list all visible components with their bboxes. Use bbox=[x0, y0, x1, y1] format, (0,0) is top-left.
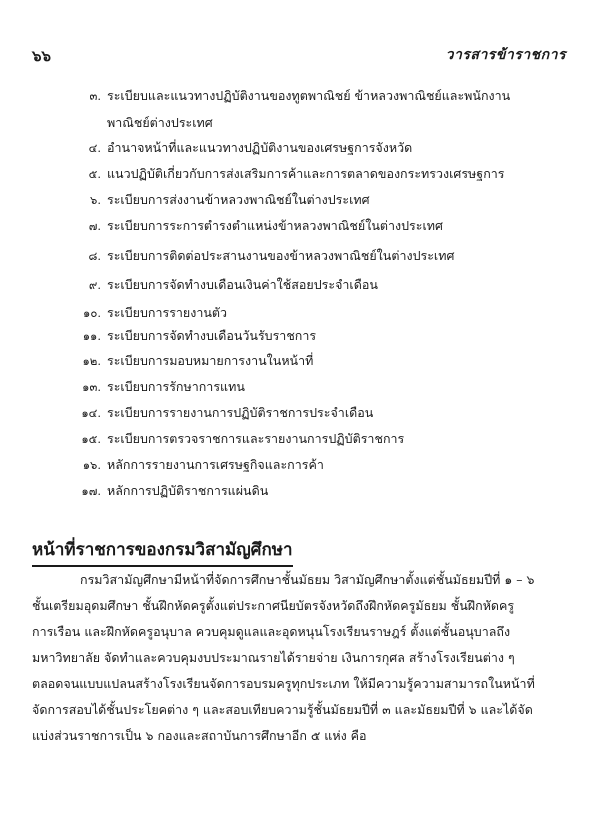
list-item-text: หลักการปฏิบัติราชการแผ่นดิน bbox=[107, 483, 269, 498]
page-number: ๖๖ bbox=[32, 47, 52, 65]
list-item-text: ระเบียบการจัดทำงบเดือนวันรับราชการ bbox=[107, 328, 317, 343]
list-item-number: ๖. bbox=[90, 193, 101, 207]
list-item-number: ๑๐. bbox=[83, 306, 101, 320]
list-item-number: ๗. bbox=[88, 219, 101, 233]
list-item-text: ระเบียบการติดต่อประสานงานของข้าหลวงพาณิชย์ในต่างประเทศ bbox=[107, 248, 455, 263]
list-item bbox=[83, 305, 228, 321]
list-item bbox=[82, 328, 317, 344]
list-item bbox=[82, 457, 324, 473]
list-item-number: ๕. bbox=[88, 167, 101, 181]
list-item-text: ระเบียบการส่งงานข้าหลวงพาณิชย์ในต่างประเทศ bbox=[107, 192, 370, 207]
list-item bbox=[82, 379, 245, 395]
list-item-text: ระเบียบการรักษาการแทน bbox=[107, 379, 245, 394]
list-item-number: ๘. bbox=[88, 249, 101, 263]
list-item-number: ๑๖. bbox=[82, 458, 101, 472]
paragraph-line: จัดการสอบได้ชั้นประโยคต่าง ๆ และสอบเทียบความรู้ชั้นมัธยมปีที่ ๓ และมัธยมปีที่ ๖ และได้จัด bbox=[32, 702, 533, 717]
list-item-text: ระเบียบการรายงานตัว bbox=[107, 305, 228, 320]
list-item-number: ๑๔. bbox=[81, 406, 101, 420]
list-item bbox=[81, 431, 405, 447]
list-item-number: ๓. bbox=[89, 89, 101, 103]
list-item-text: ระเบียบการระการตำรงตำแหน่งข้าหลวงพาณิชย์ในต่างประเทศ bbox=[107, 218, 443, 233]
paragraph-line: กรมวิสามัญศึกษามีหน้าที่จัดการศึกษาชั้นมัธยม วิสามัญศึกษาตั้งแต่ชั้นมัธยมปีที่ ๑ – ๖ bbox=[80, 572, 535, 587]
list-item-text: อำนาจหน้าที่และแนวทางปฏิบัติงานของเศรษฐการจังหวัด bbox=[107, 140, 413, 155]
list-item-text: ระเบียบการตรวจราชการและรายงานการปฏิบัติราชการ bbox=[107, 431, 405, 446]
list-item-text: แนวปฏิบัติเกี่ยวกับการส่งเสริมการค้าและการตลาดของกระทรวงเศรษฐการ bbox=[107, 166, 505, 181]
list-item bbox=[88, 248, 455, 264]
paragraph-line: แบ่งส่วนราชการเป็น ๖ กองและสถาบันการศึกษาอีก ๕ แห่ง คือ bbox=[32, 728, 367, 743]
running-header-title: วารสารข้าราชการ bbox=[445, 47, 566, 63]
list-item-number: ๑๓. bbox=[82, 380, 101, 394]
list-item bbox=[88, 166, 505, 182]
list-item-number: ๑๒. bbox=[82, 354, 101, 368]
list-item-number: ๔. bbox=[88, 141, 101, 155]
list-item bbox=[81, 405, 374, 421]
list-item-text: ระเบียบการจัดทำงบเดือนเงินค่าใช้สอยประจำเดือน bbox=[107, 277, 378, 292]
list-item-text: ระเบียบการรายงานการปฏิบัติราชการประจำเดือน bbox=[107, 405, 374, 420]
list-item bbox=[88, 218, 443, 234]
list-item-number: ๑๗. bbox=[81, 484, 101, 498]
list-item-number: ๑๑. bbox=[82, 329, 101, 343]
list-item-number: ๙. bbox=[88, 278, 101, 292]
list-item bbox=[90, 192, 370, 208]
section-heading: หน้าที่ราชการของกรมวิสามัญศึกษา bbox=[32, 536, 293, 567]
list-item bbox=[81, 483, 269, 499]
paragraph-line: ชั้นเตรียมอุดมศึกษา ชั้นฝึกหัดครูตั้งแต่ประกาศนียบัตรจังหวัดถึงฝึกหัดครูมัธยม ชั้นฝึกหัดครู bbox=[32, 598, 515, 613]
list-item bbox=[89, 88, 511, 131]
paragraph-line: ตลอดจนแบบแปลนสร้างโรงเรียนจัดการอบรมครูทุกประเภท ให้มีความรู้ความสามารถในหน้าที่ bbox=[32, 676, 535, 691]
list-item bbox=[82, 353, 314, 369]
list-item-continuation: พาณิชย์ต่างประเทศ bbox=[107, 115, 213, 130]
list-item bbox=[88, 277, 378, 293]
list-item-text: ระเบียบการมอบหมายการงานในหน้าที่ bbox=[107, 353, 314, 368]
paragraph-line: มหาวิทยาลัย จัดทำและควบคุมงบประมาณรายได้รายจ่าย เงินการกุศล สร้างโรงเรียนต่าง ๆ bbox=[32, 650, 515, 665]
list-item-number: ๑๕. bbox=[81, 432, 101, 446]
list-item-text: ระเบียบและแนวทางปฏิบัติงานของทูตพาณิชย์ ข้าหลวงพาณิชย์และพนักงาน bbox=[107, 88, 511, 103]
list-item bbox=[88, 140, 413, 156]
paragraph-line: การเรือน และฝึกหัดครูอนุบาล ควบคุมดูแลและอุดหนุนโรงเรียนราษฎร์ ตั้งแต่ชั้นอนุบาลถึง bbox=[32, 624, 511, 639]
list-item-text: หลักการรายงานการเศรษฐกิจและการค้า bbox=[107, 457, 324, 472]
